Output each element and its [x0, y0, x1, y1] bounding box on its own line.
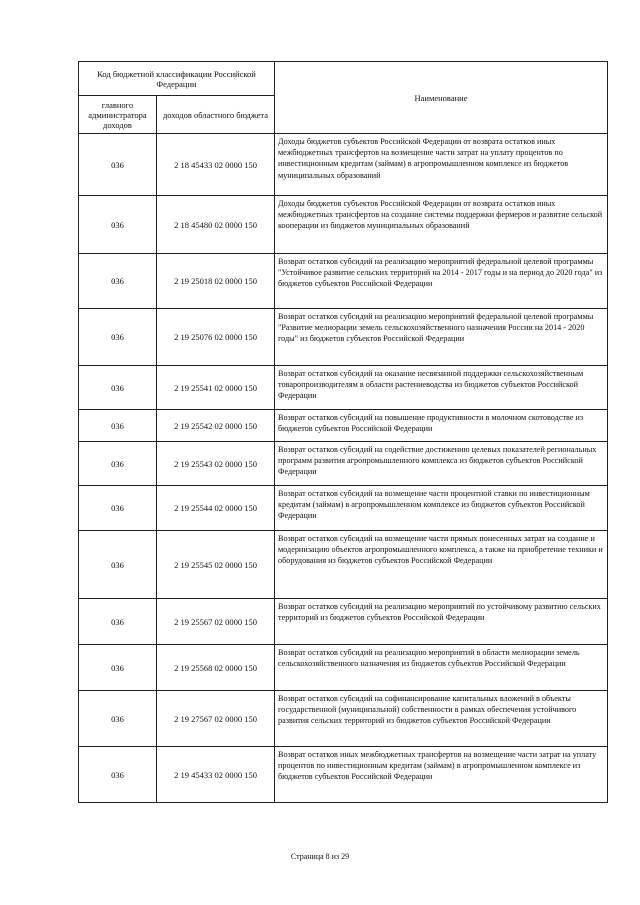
income-code-cell: 2 19 25542 02 0000 150	[157, 410, 275, 442]
income-code-cell: 2 19 25568 02 0000 150	[157, 645, 275, 691]
table-row	[79, 747, 608, 803]
table-row	[79, 486, 608, 531]
income-code-cell: 2 19 25544 02 0000 150	[157, 486, 275, 531]
table-row	[79, 309, 608, 366]
admin-code-cell: 036	[79, 196, 157, 254]
name-cell: Доходы бюджетов субъектов Российской Федерации от возврата остатков иных межбюджетных трансфертов на создание системы поддержки фермеров и развитие сельской кооперации из бюджетов муниципальных образований	[275, 196, 608, 254]
admin-code-cell: 036	[79, 410, 157, 442]
name-cell: Возврат остатков субсидий на возмещение части прямых понесенных затрат на создание и модернизацию объектов агропромышленного комплекса, а также на приобретение техники и оборудования из бюджетов субъектов Российской Федерации	[275, 531, 608, 599]
name-cell: Возврат остатков субсидий на оказание несвязанной поддержки сельскохозяйственным товаропроизводителям в области растениеводства из бюджетов субъектов Российской Федерации	[275, 366, 608, 410]
income-code-cell: 2 18 45433 02 0000 150	[157, 134, 275, 196]
name-cell: Возврат остатков субсидий на содействие достижению целевых показателей региональных программ развития агропромышленного комплекса из бюджетов субъектов Российской Федерации	[275, 442, 608, 486]
income-code-cell: 2 18 45480 02 0000 150	[157, 196, 275, 254]
admin-code-cell: 036	[79, 747, 157, 803]
admin-code-cell: 036	[79, 691, 157, 747]
name-cell: Возврат остатков субсидий на реализацию мероприятий в области мелиорации земель сельскохозяйственного назначения из бюджетов субъектов Российской Федерации	[275, 645, 608, 691]
admin-code-cell: 036	[79, 309, 157, 366]
income-code-cell: 2 19 25545 02 0000 150	[157, 531, 275, 599]
income-code-cell: 2 19 25018 02 0000 150	[157, 254, 275, 309]
name-cell: Возврат остатков субсидий на реализацию мероприятий федеральной целевой программы "Устойчивое развитие сельских территорий на 2014 - 2017 годы и на период до 2020 года" из бюджетов субъектов Российской Федерации	[275, 254, 608, 309]
admin-code-cell: 036	[79, 442, 157, 486]
name-cell: Возврат остатков субсидий на реализацию мероприятий по устойчивому развитию сельских территорий из бюджетов субъектов Российской Федерации	[275, 599, 608, 645]
income-column-header: доходов областного бюджета	[157, 96, 275, 134]
page-number: Страница 8 из 29	[290, 852, 350, 861]
name-cell: Возврат остатков субсидий на софинансирование капитальных вложений в объекты государственной (муниципальной) собственности в рамках обеспечения устойчивого развития сельских территорий из бюджетов субъектов Российской Федерации	[275, 691, 608, 747]
income-code-cell: 2 19 25543 02 0000 150	[157, 442, 275, 486]
table-row	[79, 531, 608, 599]
admin-code-cell: 036	[79, 486, 157, 531]
table-row	[79, 196, 608, 254]
table-row	[79, 691, 608, 747]
table-header-row	[79, 62, 608, 96]
income-code-cell: 2 19 25076 02 0000 150	[157, 309, 275, 366]
table-row	[79, 254, 608, 309]
budget-classification-table	[78, 61, 608, 803]
table-row	[79, 442, 608, 486]
name-cell: Возврат остатков субсидий на повышение продуктивности в молочном скотоводстве из бюджетов субъектов Российской Федерации	[275, 410, 608, 442]
name-cell: Возврат остатков субсидий на возмещение части процентной ставки по инвестиционным кредитам (займам) в агропромышленном комплексе из бюджетов субъектов Российской Федерации	[275, 486, 608, 531]
admin-code-cell: 036	[79, 645, 157, 691]
income-code-cell: 2 19 45433 02 0000 150	[157, 747, 275, 803]
name-cell: Возврат остатков иных межбюджетных трансфертов на возмещение части затрат на уплату процентов по инвестиционным кредитам (займам) в агропромышленном комплексе из бюджетов субъектов Российской Федерации	[275, 747, 608, 803]
admin-code-cell: 036	[79, 599, 157, 645]
table-row	[79, 366, 608, 410]
name-cell: Доходы бюджетов субъектов Российской Федерации от возврата остатков иных межбюджетных трансфертов на возмещение части затрат на уплату процентов по инвестиционным кредитам (займам) в агропромышленном комплексе из бюджетов муниципальных образований	[275, 134, 608, 196]
income-code-cell: 2 19 27567 02 0000 150	[157, 691, 275, 747]
admin-code-cell: 036	[79, 531, 157, 599]
admin-code-cell: 036	[79, 366, 157, 410]
table-row	[79, 599, 608, 645]
table-row	[79, 645, 608, 691]
table-row	[79, 410, 608, 442]
income-code-cell: 2 19 25567 02 0000 150	[157, 599, 275, 645]
admin-code-cell: 036	[79, 254, 157, 309]
classification-title: Код бюджетной классификации Российской Федерации	[79, 62, 275, 96]
admin-code-cell: 036	[79, 134, 157, 196]
income-code-cell: 2 19 25541 02 0000 150	[157, 366, 275, 410]
table-row	[79, 134, 608, 196]
name-cell: Возврат остатков субсидий на реализацию мероприятий федеральной целевой программы "Развитие мелиорации земель сельскохозяйственного назначения России на 2014 - 2020 годы" из бюджетов субъектов Российской Федерации	[275, 309, 608, 366]
name-column-header: Наименование	[275, 62, 608, 134]
admin-column-header: главного администратора доходов	[79, 96, 157, 134]
